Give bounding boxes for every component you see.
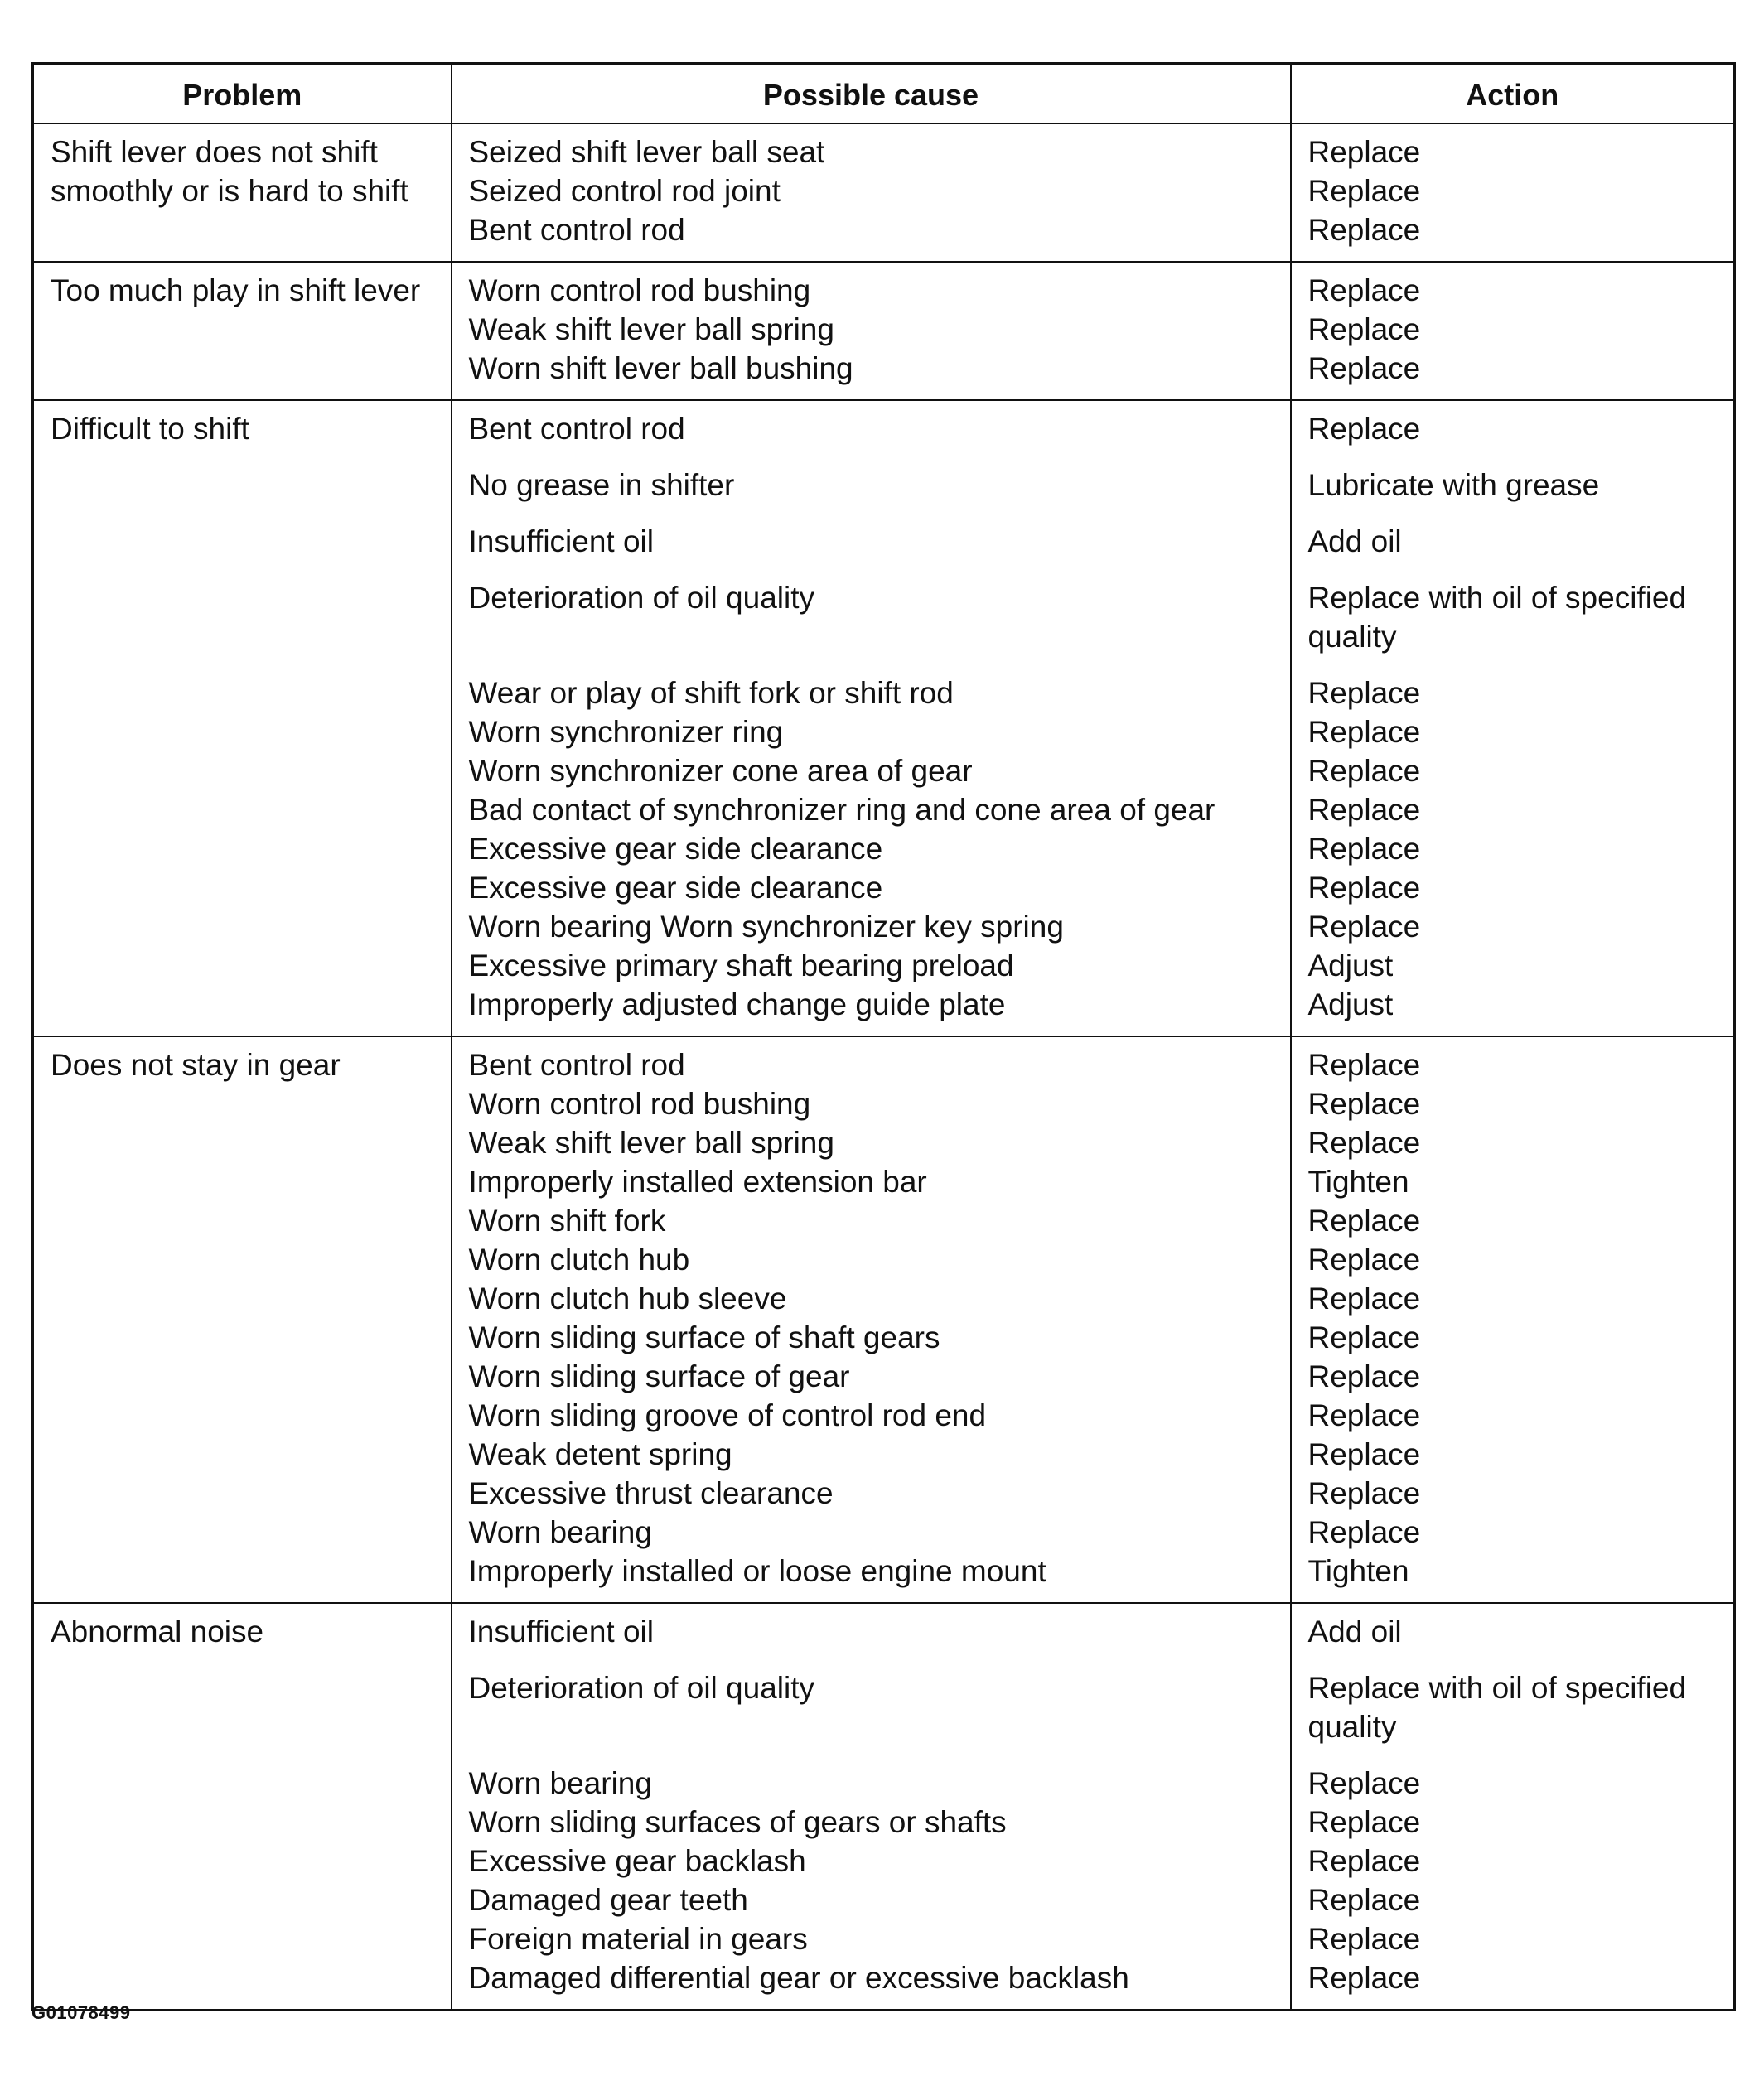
possible-cause-text: Excessive gear backlash [468,1844,806,1878]
possible-cause-text: Seized shift lever ball seat [468,135,825,169]
action-text: Replace [1307,1766,1421,1800]
possible-cause-text: Worn clutch hub [468,1243,690,1277]
figure-id: G01078499 [31,2002,131,2023]
action-text: Replace [1307,1320,1421,1354]
possible-cause-text: Improperly adjusted change guide plate [468,987,1006,1021]
action-text: Replace [1307,1844,1421,1878]
problem-header: Problem [33,64,452,124]
possible-cause-text: Excessive gear side clearance [468,832,883,866]
possible-cause-text: No grease in shifter [468,468,735,502]
cause-cell [452,1603,1291,2011]
action-text: Replace [1307,1282,1421,1316]
action-text: Replace [1307,1437,1421,1471]
table-row [33,262,1735,400]
possible-cause-text: Weak shift lever ball spring [468,312,834,346]
possible-cause-text: Bent control rod [468,1048,685,1082]
action-text: Replace [1307,1922,1421,1956]
possible-cause-text: Worn clutch hub sleeve [468,1282,787,1316]
problem-cell: Too much play in shift lever [33,262,452,400]
action-text: Replace with oil of specified quality [1307,1671,1687,1744]
problem-cell: Difficult to shift [33,400,452,1036]
possible-cause-text: Damaged gear teeth [468,1883,748,1917]
possible-cause-text: Worn bearing [468,1766,652,1800]
possible-cause-text: Wear or play of shift fork or shift rod [468,676,954,710]
possible-cause-text: Insufficient oil [468,524,654,558]
action-text: Replace [1307,832,1421,866]
action-text: Replace [1307,910,1421,944]
action-text: Replace with oil of specified quality [1307,581,1687,654]
action-text: Replace [1307,1883,1421,1917]
action-text: Replace [1307,135,1421,169]
action-text: Replace [1307,1398,1421,1432]
possible-cause-text: Improperly installed extension bar [468,1165,927,1199]
action-text: Tighten [1307,1165,1409,1199]
problem-cell: Shift lever does not shift smoothly or is hard to shift [33,123,452,262]
possible-cause-text: Bent control rod [468,412,685,446]
possible-cause-text: Weak detent spring [468,1437,732,1471]
possible-cause-text: Worn sliding surface of gear [468,1359,850,1393]
problem-cell: Abnormal noise [33,1603,452,2011]
possible-cause-text: Worn synchronizer ring [468,715,784,749]
action-text: Adjust [1307,987,1394,1021]
cause-cell [452,400,1291,1036]
table-row [33,1603,1735,2011]
cause-cell [452,1036,1291,1603]
cause-cell [452,123,1291,262]
possible-cause-text: Bad contact of synchronizer ring and cone area of gear [468,793,1215,827]
action-text: Adjust [1307,949,1394,982]
possible-cause-text: Seized control rod joint [468,174,781,208]
possible-cause-header: Possible cause [452,64,1291,124]
possible-cause-text: Deterioration of oil quality [468,1671,814,1705]
possible-cause-text: Excessive primary shaft bearing preload [468,949,1014,982]
action-text: Lubricate with grease [1307,468,1600,502]
action-text: Replace [1307,174,1421,208]
action-text: Replace [1307,213,1421,247]
possible-cause-text: Worn bearing [468,1515,652,1549]
action-text: Add oil [1307,1615,1402,1649]
action-text: Replace [1307,676,1421,710]
action-text: Replace [1307,273,1421,307]
possible-cause-text: Bent control rod [468,213,685,247]
action-cell [1291,1603,1735,2011]
possible-cause-text: Worn bearing Worn synchronizer key spring [468,910,1064,944]
possible-cause-text: Worn sliding groove of control rod end [468,1398,987,1432]
action-text: Replace [1307,412,1421,446]
action-text: Replace [1307,1087,1421,1121]
action-text: Tighten [1307,1554,1409,1588]
cause-cell [452,262,1291,400]
action-text: Replace [1307,1961,1421,1995]
action-text: Replace [1307,754,1421,788]
header-row [33,64,1735,124]
action-text: Add oil [1307,524,1402,558]
possible-cause-text: Insufficient oil [468,1615,654,1649]
action-text: Replace [1307,312,1421,346]
action-text: Replace [1307,793,1421,827]
action-text: Replace [1307,1126,1421,1160]
action-text: Replace [1307,1805,1421,1839]
possible-cause-text: Damaged differential gear or excessive backlash [468,1961,1129,1995]
troubleshooting-table [31,62,1736,2011]
action-text: Replace [1307,351,1421,385]
possible-cause-text: Weak shift lever ball spring [468,1126,834,1160]
problem-cell: Does not stay in gear [33,1036,452,1603]
action-text: Replace [1307,871,1421,905]
possible-cause-text: Excessive gear side clearance [468,871,883,905]
action-cell [1291,400,1735,1036]
possible-cause-text: Excessive thrust clearance [468,1476,834,1510]
possible-cause-text: Worn synchronizer cone area of gear [468,754,973,788]
action-text: Replace [1307,1476,1421,1510]
table-row [33,123,1735,262]
possible-cause-text: Worn control rod bushing [468,273,811,307]
possible-cause-text: Worn shift lever ball bushing [468,351,853,385]
possible-cause-text: Worn sliding surfaces of gears or shafts [468,1805,1007,1839]
action-cell [1291,262,1735,400]
table-row [33,1036,1735,1603]
action-text: Replace [1307,1243,1421,1277]
action-text: Replace [1307,1359,1421,1393]
action-cell [1291,1036,1735,1603]
action-text: Replace [1307,1204,1421,1238]
action-text: Replace [1307,715,1421,749]
action-header: Action [1291,64,1735,124]
action-text: Replace [1307,1048,1421,1082]
possible-cause-text: Improperly installed or loose engine mount [468,1554,1046,1588]
possible-cause-text: Worn control rod bushing [468,1087,811,1121]
table-row [33,400,1735,1036]
table-body [33,123,1735,2011]
possible-cause-text: Worn sliding surface of shaft gears [468,1320,940,1354]
action-cell [1291,123,1735,262]
action-text: Replace [1307,1515,1421,1549]
possible-cause-text: Foreign material in gears [468,1922,808,1956]
possible-cause-text: Deterioration of oil quality [468,581,814,615]
possible-cause-text: Worn shift fork [468,1204,666,1238]
